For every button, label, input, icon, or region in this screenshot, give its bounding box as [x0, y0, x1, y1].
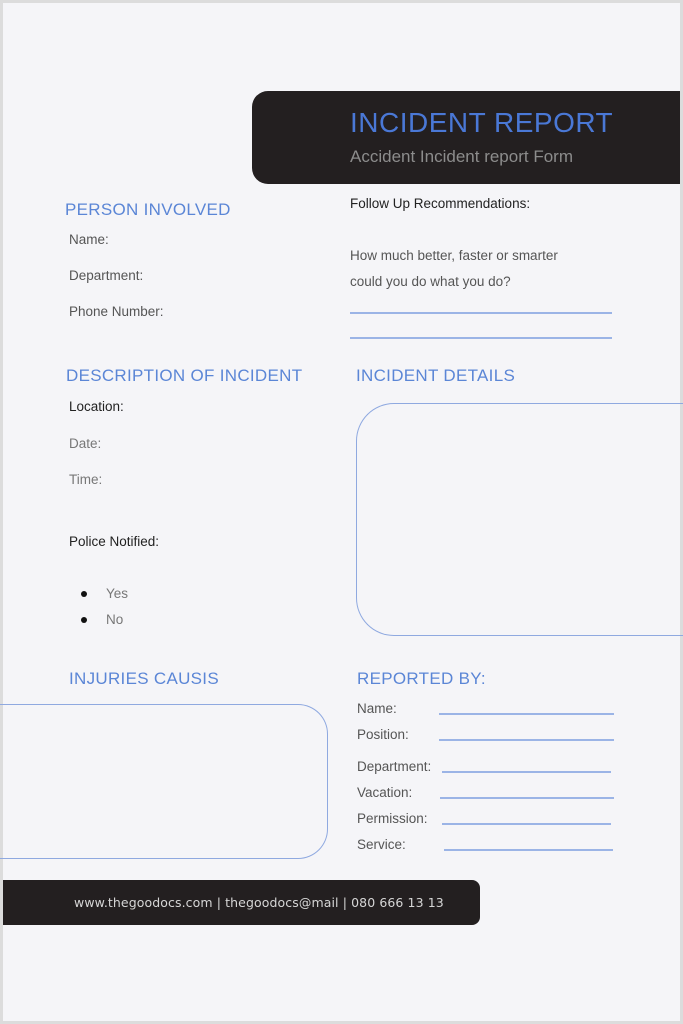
description-heading: DESCRIPTION OF INCIDENT [66, 366, 303, 385]
reporter-department-label: Department: [357, 759, 432, 774]
location-label: Location: [69, 399, 124, 414]
follow-up-question-line1: How much better, faster or smarter [350, 248, 558, 263]
police-option-yes[interactable]: Yes [106, 586, 129, 601]
incident-report-page [3, 3, 680, 1021]
injuries-box[interactable] [0, 704, 328, 859]
person-phone-label: Phone Number: [69, 304, 164, 319]
follow-up-question-line2: could you do what you do? [350, 274, 511, 289]
page-subtitle: Accident Incident report Form [350, 147, 573, 166]
footer-contact-text: www.thegoodocs.com | thegoodocs@mail | 080 666 13 13 [74, 895, 444, 910]
reporter-vacation-label: Vacation: [357, 785, 413, 800]
incident-details-heading: INCIDENT DETAILS [356, 366, 516, 385]
reported-by-heading: REPORTED BY: [357, 669, 486, 688]
reporter-permission-label: Permission: [357, 811, 428, 826]
person-department-label: Department: [69, 268, 144, 283]
injuries-heading: INJURIES CAUSIS [69, 669, 219, 688]
reporter-position-line[interactable] [439, 739, 614, 741]
follow-up-answer-line-2[interactable] [350, 337, 612, 339]
reporter-service-line[interactable] [444, 849, 613, 851]
follow-up-answer-line-1[interactable] [350, 312, 612, 314]
follow-up-label: Follow Up Recommendations: [350, 196, 531, 211]
person-name-label: Name: [69, 232, 109, 247]
reporter-position-label: Position: [357, 727, 409, 742]
reporter-service-label: Service: [357, 837, 406, 852]
time-label: Time: [69, 472, 103, 487]
header-banner [252, 91, 680, 184]
footer-bar [3, 880, 480, 925]
reporter-name-line[interactable] [439, 713, 614, 715]
page-title: INCIDENT REPORT [350, 107, 614, 138]
bullet-icon [81, 591, 87, 597]
bullet-icon [81, 617, 87, 623]
reporter-name-label: Name: [357, 701, 397, 716]
reporter-vacation-line[interactable] [440, 797, 614, 799]
police-option-no[interactable]: No [106, 612, 124, 627]
reporter-permission-line[interactable] [442, 823, 611, 825]
person-involved-heading: PERSON INVOLVED [65, 200, 231, 219]
reporter-department-line[interactable] [442, 771, 611, 773]
date-label: Date: [69, 436, 102, 451]
incident-details-box[interactable] [356, 403, 683, 636]
police-notified-label: Police Notified: [69, 534, 160, 549]
